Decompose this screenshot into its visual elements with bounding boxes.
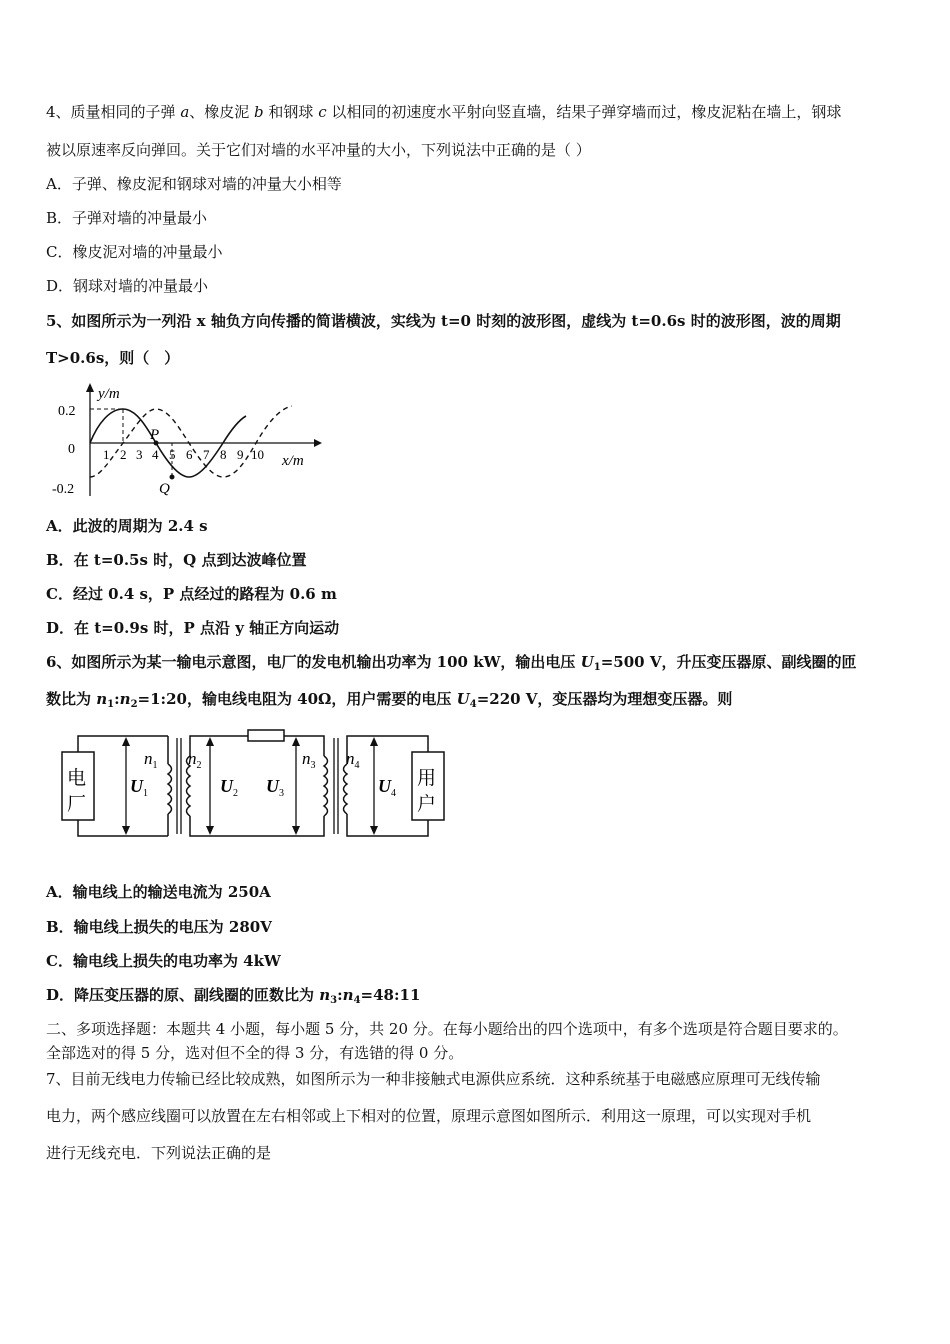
q7-stem-line-1: 7、目前无线电力传输已经比较成熟，如图所示为一种非接触式电源供应系统．这种系统基于电磁感应原理可无线传输 xyxy=(46,1070,821,1088)
section2-instructions-line-2: 全部选对的得 5 分，选对但不全的得 3 分，有选错的得 0 分。 xyxy=(46,1044,464,1062)
x-tick-8: 8 xyxy=(220,447,227,462)
q4-stem-line-2: 被以原速率反向弹回。关于它们对墙的水平冲量的大小，下列说法中正确的是（ ） xyxy=(46,141,591,159)
x-tick-10: 10 xyxy=(251,447,264,462)
x-tick-3: 3 xyxy=(136,447,143,462)
q7-stem-line-3: 进行无线充电．下列说法正确的是 xyxy=(46,1144,272,1162)
q4-option-d: D．钢球对墙的冲量最小 xyxy=(46,277,209,295)
x-axis-label: x/m xyxy=(282,453,304,469)
x-tick-6: 6 xyxy=(186,447,193,462)
q5-stem-line-2: T>0.6s，则（ ） xyxy=(46,349,180,367)
q5-option-a: A．此波的周期为 2.4 s xyxy=(46,517,208,535)
point-q-label: Q xyxy=(159,481,170,497)
n1-label: $n_1$ xyxy=(144,749,158,771)
wave-t06 xyxy=(90,406,292,477)
u2-arrow-head-top xyxy=(206,737,214,746)
u1-arrow-head-top xyxy=(122,737,130,746)
u1-arrow-head-bottom xyxy=(122,826,130,835)
user-wire-bottom xyxy=(347,814,428,836)
u4-label: $U_4$ xyxy=(378,776,396,799)
user-label-2: 户 xyxy=(417,794,437,815)
q5-stem-line-1: 5、如图所示为一列沿 x 轴负方向传播的简谐横波，实线为 t=0 时刻的波形图，虚线为 t=0.6s 时的波形图，波的周期 xyxy=(46,312,841,330)
q6-stem-line-2: 数比为 $n_1:n_2=1:20$，输电线电阻为 40Ω，用户需要的电压 $U_4=220$ V，变压器均为理想变压器。则 xyxy=(46,690,733,710)
q4-option-a: A．子弹、橡皮泥和钢球对墙的冲量大小相等 xyxy=(46,175,342,193)
step-up-primary-coil xyxy=(168,764,172,814)
point-q xyxy=(170,475,175,480)
u3-arrow-head-bottom xyxy=(292,826,300,835)
u2-label: $U_2$ xyxy=(220,776,238,799)
q4-option-c: C．橡皮泥对墙的冲量最小 xyxy=(46,243,223,261)
x-tick-5: 5 xyxy=(169,447,176,462)
u1-label: $U_1$ xyxy=(130,776,148,799)
x-tick-1: 1 xyxy=(103,447,110,462)
y-tick-0: 0 xyxy=(68,442,75,457)
q4-option-b: B．子弹对墙的冲量最小 xyxy=(46,209,208,227)
x-tick-2: 2 xyxy=(120,447,127,462)
step-down-secondary-coil xyxy=(344,764,348,814)
q6-option-d: D．降压变压器的原、副线圈的匝数比为 $n_3:n_4=48:11$ xyxy=(46,986,421,1006)
q6-option-b: B．输电线上损失的电压为 280V xyxy=(46,918,272,936)
u4-arrow-head-top xyxy=(370,737,378,746)
q6-option-a: A．输电线上的输送电流为 250A xyxy=(46,883,271,901)
power-plant-label-2: 厂 xyxy=(67,794,87,815)
y-axis-arrow xyxy=(86,383,94,392)
x-tick-9: 9 xyxy=(237,447,244,462)
section2-instructions-line-1: 二、多项选择题：本题共 4 小题，每小题 5 分，共 20 分。在每小题给出的四个选项中，有多个选项是符合题目要求的。 xyxy=(46,1020,848,1038)
y-axis-label: y/m xyxy=(98,386,120,402)
n3-label: $n_3$ xyxy=(302,749,316,771)
transmission-wire-top xyxy=(190,736,248,756)
y-tick-minus-0.2: -0.2 xyxy=(52,482,75,497)
q6-stem-line-1: 6、如图所示为某一输电示意图，电厂的发电机输出功率为 100 kW，输出电压 $U_1=500$ V，升压变压器原、副线圈的匝 xyxy=(46,653,857,673)
q5-option-c: C．经过 0.4 s，P 点经过的路程为 0.6 m xyxy=(46,585,337,603)
q5-option-d: D．在 t=0.9s 时，P 点沿 y 轴正方向运动 xyxy=(46,619,340,637)
x-axis-arrow xyxy=(314,439,322,447)
power-plant-label-1: 电 xyxy=(67,768,87,789)
y-tick-0.2: 0.2 xyxy=(58,404,76,419)
q6-option-c: C．输电线上损失的电功率为 4kW xyxy=(46,952,281,970)
q7-stem-line-2: 电力，两个感应线圈可以放置在左右相邻或上下相对的位置，原理示意图如图所示．利用这一原理，可以实现对手机 xyxy=(46,1107,812,1125)
point-p-label: P xyxy=(150,427,160,443)
wave-graph xyxy=(48,378,328,500)
step-down-primary-coil xyxy=(324,756,328,816)
x-tick-7: 7 xyxy=(203,447,210,462)
user-label-1: 用 xyxy=(417,768,437,789)
q4-stem-line-1: 4、质量相同的子弹 a、橡皮泥 b 和钢球 c 以相同的初速度水平射向竖直墙，结果子弹穿墙而过，橡皮泥粘在墙上，钢球 xyxy=(46,103,842,121)
u2-arrow-head-bottom xyxy=(206,826,214,835)
u3-label: $U_3$ xyxy=(266,776,284,799)
line-resistor xyxy=(248,730,284,741)
transmission-circuit xyxy=(50,726,460,842)
q5-option-b: B．在 t=0.5s 时，Q 点到达波峰位置 xyxy=(46,551,307,569)
x-tick-4: 4 xyxy=(152,447,159,462)
u3-arrow-head-top xyxy=(292,737,300,746)
n2-label: $n_2$ xyxy=(188,749,202,771)
n4-label: $n_4$ xyxy=(346,749,360,771)
u4-arrow-head-bottom xyxy=(370,826,378,835)
